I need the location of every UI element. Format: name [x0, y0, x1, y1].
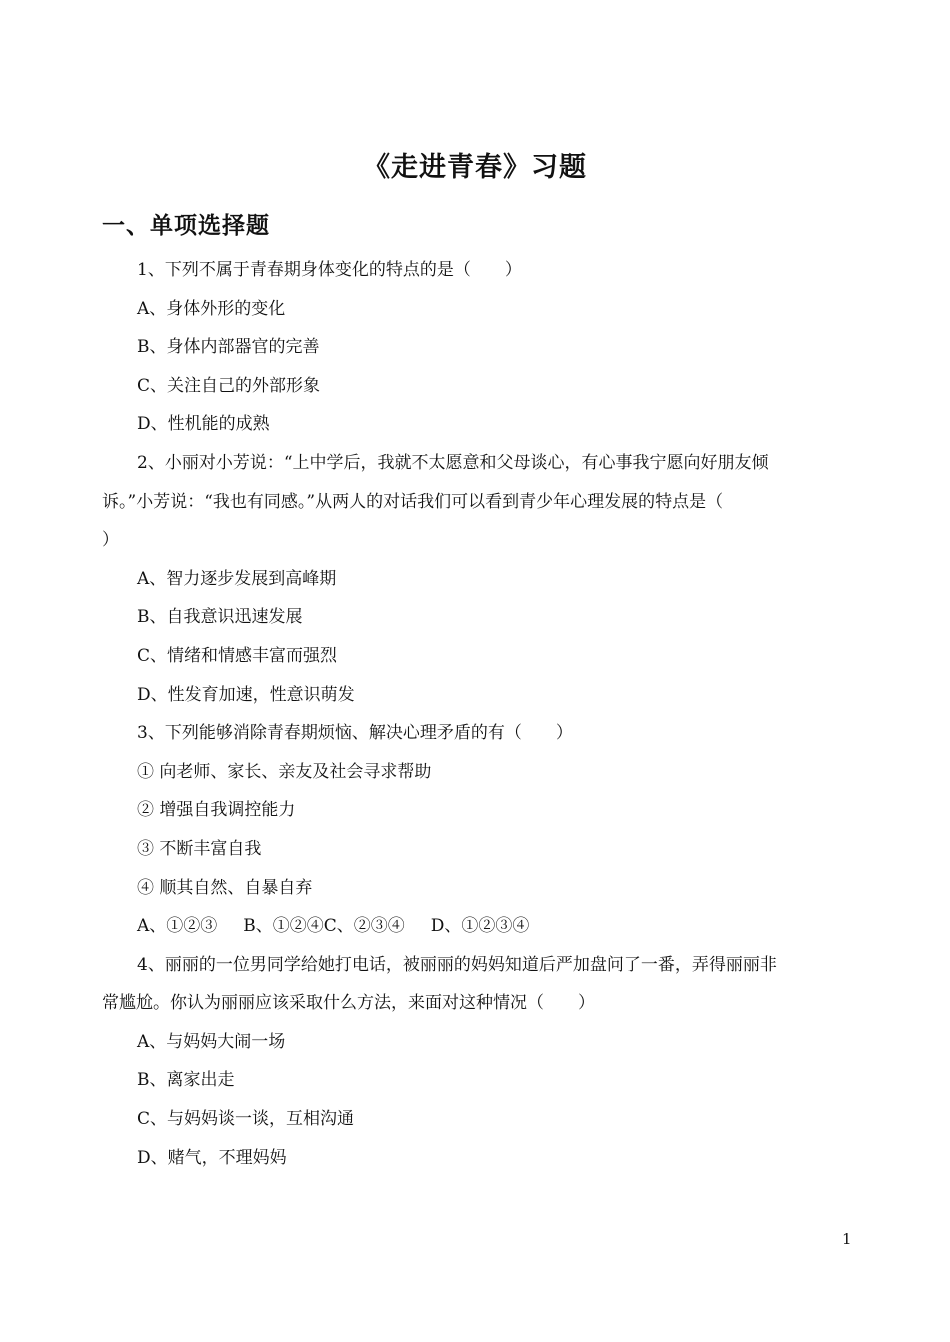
question-options-row [102, 907, 854, 946]
question-stem-line: 常尴尬。你认为丽丽应该采取什么方法，来面对这种情况（ ） [102, 993, 595, 1014]
question-statement: ④ 顺其自然、自暴自弃 [137, 877, 313, 898]
question-stem-line: ） [102, 530, 119, 551]
question-option: A、①②③ [137, 916, 218, 937]
page-title: 《走进青春》习题 [363, 152, 587, 183]
question-statement: ② 增强自我调控能力 [137, 800, 296, 821]
question-option: D、赌气，不理妈妈 [137, 1147, 287, 1168]
question-option: B、身体内部器官的完善 [137, 337, 320, 358]
question-stem-line: 2、小丽对小芳说：“上中学后，我就不太愿意和父母谈心，有心事我宁愿向好朋友倾 [137, 452, 769, 473]
question-statement: ③ 不断丰富自我 [137, 838, 262, 859]
question-option: A、与妈妈大闹一场 [137, 1031, 286, 1052]
question-stem-line: 诉。”小芳说：“我也有同感。”从两人的对话我们可以看到青少年心理发展的特点是（ [102, 491, 724, 512]
question-list [102, 251, 854, 1177]
question-stem-line: 4、丽丽的一位男同学给她打电话，被丽丽的妈妈知道后严加盘问了一番，弄得丽丽非 [137, 954, 777, 975]
question-option: C、与妈妈谈一谈，互相沟通 [137, 1109, 355, 1130]
question-option: B、离家出走 [137, 1070, 235, 1091]
question-option: A、身体外形的变化 [137, 298, 286, 319]
question-option: C、关注自己的外部形象 [137, 375, 321, 396]
question-stem: 1、下列不属于青春期身体变化的特点的是（ ） [137, 260, 522, 280]
question-option: C、情绪和情感丰富而强烈 [137, 645, 338, 666]
question-statement: ① 向老师、家长、亲友及社会寻求帮助 [137, 761, 432, 782]
question-option: B、①②④ [243, 916, 324, 937]
section-heading: 一、单项选择题 [102, 213, 270, 239]
question-option: D、①②③④ [430, 916, 530, 937]
question-option: C、②③④ [323, 916, 405, 937]
question-stem: 3、下列能够消除青春期烦恼、解决心理矛盾的有（ ） [137, 723, 573, 744]
question-option: D、性发育加速，性意识萌发 [137, 684, 355, 705]
question-option: D、性机能的成熟 [137, 414, 270, 435]
question-option: A、智力逐步发展到高峰期 [137, 568, 337, 589]
page-number: 1 [842, 1230, 852, 1248]
question-option: B、自我意识迅速发展 [137, 607, 303, 628]
